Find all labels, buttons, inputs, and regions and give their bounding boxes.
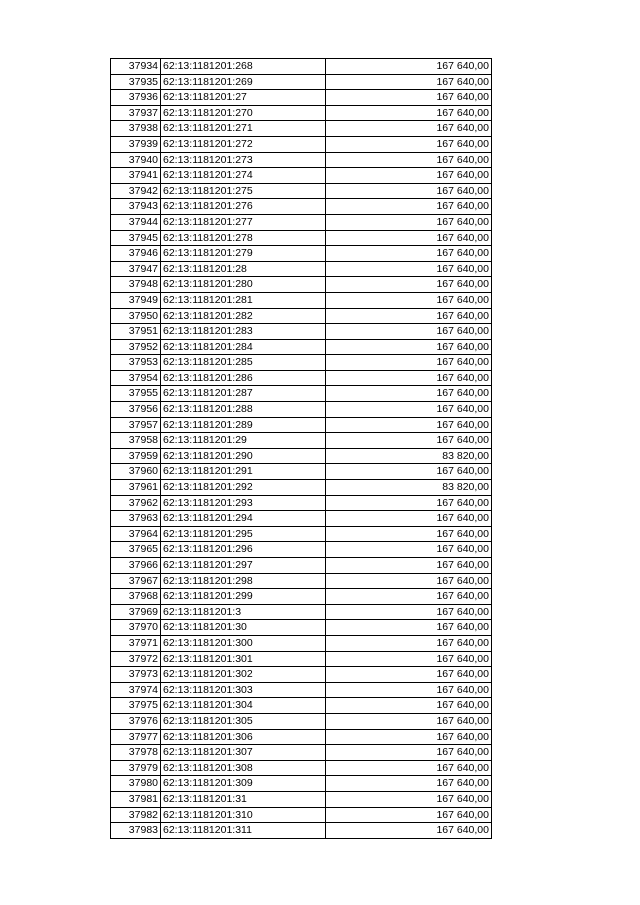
row-number-cell: 37966: [111, 558, 161, 574]
table-row: [111, 136, 492, 152]
cadastral-value-table: [110, 58, 492, 839]
table-row: [111, 90, 492, 106]
table-row: [111, 152, 492, 168]
value-cell: 167 640,00: [326, 464, 492, 480]
cadastral-number-cell: 62:13:1181201:283: [161, 324, 326, 340]
row-number-cell: 37965: [111, 542, 161, 558]
row-number-cell: 37947: [111, 261, 161, 277]
cadastral-number-cell: 62:13:1181201:269: [161, 74, 326, 90]
table-row: [111, 433, 492, 449]
value-cell: 167 640,00: [326, 667, 492, 683]
value-cell: 167 640,00: [326, 121, 492, 137]
row-number-cell: 37983: [111, 823, 161, 839]
cadastral-number-cell: 62:13:1181201:296: [161, 542, 326, 558]
cadastral-number-cell: 62:13:1181201:277: [161, 214, 326, 230]
value-cell: 167 640,00: [326, 214, 492, 230]
value-cell: 167 640,00: [326, 59, 492, 75]
row-number-cell: 37961: [111, 480, 161, 496]
row-number-cell: 37953: [111, 355, 161, 371]
value-cell: 167 640,00: [326, 776, 492, 792]
table-row: [111, 745, 492, 761]
table-row: [111, 370, 492, 386]
value-cell: 167 640,00: [326, 246, 492, 262]
row-number-cell: 37950: [111, 308, 161, 324]
value-cell: 167 640,00: [326, 324, 492, 340]
cadastral-number-cell: 62:13:1181201:287: [161, 386, 326, 402]
value-cell: 167 640,00: [326, 807, 492, 823]
value-cell: 167 640,00: [326, 292, 492, 308]
cadastral-number-cell: 62:13:1181201:284: [161, 339, 326, 355]
value-cell: 167 640,00: [326, 823, 492, 839]
value-cell: 167 640,00: [326, 604, 492, 620]
cadastral-number-cell: 62:13:1181201:297: [161, 558, 326, 574]
value-cell: 167 640,00: [326, 745, 492, 761]
table-row: [111, 526, 492, 542]
cadastral-number-cell: 62:13:1181201:268: [161, 59, 326, 75]
row-number-cell: 37946: [111, 246, 161, 262]
value-cell: 167 640,00: [326, 526, 492, 542]
cadastral-number-cell: 62:13:1181201:276: [161, 199, 326, 215]
row-number-cell: 37981: [111, 791, 161, 807]
table-row: [111, 776, 492, 792]
row-number-cell: 37934: [111, 59, 161, 75]
table-row: [111, 589, 492, 605]
row-number-cell: 37978: [111, 745, 161, 761]
cadastral-number-cell: 62:13:1181201:272: [161, 136, 326, 152]
table-row: [111, 277, 492, 293]
value-cell: 167 640,00: [326, 339, 492, 355]
row-number-cell: 37972: [111, 651, 161, 667]
cadastral-number-cell: 62:13:1181201:31: [161, 791, 326, 807]
cadastral-number-cell: 62:13:1181201:299: [161, 589, 326, 605]
cadastral-number-cell: 62:13:1181201:308: [161, 760, 326, 776]
table-row: [111, 635, 492, 651]
row-number-cell: 37935: [111, 74, 161, 90]
table-row: [111, 573, 492, 589]
row-number-cell: 37937: [111, 105, 161, 121]
row-number-cell: 37982: [111, 807, 161, 823]
table-row: [111, 214, 492, 230]
row-number-cell: 37948: [111, 277, 161, 293]
table-row: [111, 464, 492, 480]
row-number-cell: 37980: [111, 776, 161, 792]
cadastral-number-cell: 62:13:1181201:303: [161, 682, 326, 698]
table-row: [111, 308, 492, 324]
cadastral-number-cell: 62:13:1181201:28: [161, 261, 326, 277]
cadastral-number-cell: 62:13:1181201:288: [161, 402, 326, 418]
cadastral-number-cell: 62:13:1181201:285: [161, 355, 326, 371]
cadastral-number-cell: 62:13:1181201:300: [161, 635, 326, 651]
cadastral-number-cell: 62:13:1181201:311: [161, 823, 326, 839]
table-row: [111, 495, 492, 511]
value-cell: 83 820,00: [326, 448, 492, 464]
table-row: [111, 59, 492, 75]
cadastral-number-cell: 62:13:1181201:270: [161, 105, 326, 121]
table-row: [111, 651, 492, 667]
value-cell: 167 640,00: [326, 558, 492, 574]
cadastral-number-cell: 62:13:1181201:286: [161, 370, 326, 386]
table-row: [111, 760, 492, 776]
table-row: [111, 183, 492, 199]
cadastral-number-cell: 62:13:1181201:293: [161, 495, 326, 511]
value-cell: 167 640,00: [326, 105, 492, 121]
cadastral-number-cell: 62:13:1181201:27: [161, 90, 326, 106]
table-row: [111, 168, 492, 184]
row-number-cell: 37958: [111, 433, 161, 449]
row-number-cell: 37938: [111, 121, 161, 137]
cadastral-number-cell: 62:13:1181201:275: [161, 183, 326, 199]
value-cell: 167 640,00: [326, 698, 492, 714]
row-number-cell: 37973: [111, 667, 161, 683]
row-number-cell: 37944: [111, 214, 161, 230]
value-cell: 167 640,00: [326, 573, 492, 589]
cadastral-number-cell: 62:13:1181201:304: [161, 698, 326, 714]
row-number-cell: 37975: [111, 698, 161, 714]
value-cell: 167 640,00: [326, 402, 492, 418]
row-number-cell: 37949: [111, 292, 161, 308]
value-cell: 167 640,00: [326, 386, 492, 402]
value-cell: 167 640,00: [326, 713, 492, 729]
row-number-cell: 37964: [111, 526, 161, 542]
table-row: [111, 386, 492, 402]
cadastral-number-cell: 62:13:1181201:310: [161, 807, 326, 823]
cadastral-number-cell: 62:13:1181201:30: [161, 620, 326, 636]
cadastral-number-cell: 62:13:1181201:294: [161, 511, 326, 527]
value-cell: 167 640,00: [326, 230, 492, 246]
table-row: [111, 246, 492, 262]
table-row: [111, 480, 492, 496]
cadastral-number-cell: 62:13:1181201:279: [161, 246, 326, 262]
table-row: [111, 417, 492, 433]
cadastral-number-cell: 62:13:1181201:290: [161, 448, 326, 464]
table-row: [111, 324, 492, 340]
table-body: [111, 59, 492, 839]
table-row: [111, 448, 492, 464]
cadastral-number-cell: 62:13:1181201:271: [161, 121, 326, 137]
value-cell: 167 640,00: [326, 682, 492, 698]
table-row: [111, 667, 492, 683]
table-row: [111, 807, 492, 823]
value-cell: 167 640,00: [326, 495, 492, 511]
cadastral-number-cell: 62:13:1181201:292: [161, 480, 326, 496]
row-number-cell: 37942: [111, 183, 161, 199]
row-number-cell: 37974: [111, 682, 161, 698]
row-number-cell: 37941: [111, 168, 161, 184]
row-number-cell: 37979: [111, 760, 161, 776]
value-cell: 83 820,00: [326, 480, 492, 496]
row-number-cell: 37943: [111, 199, 161, 215]
table-row: [111, 823, 492, 839]
cadastral-number-cell: 62:13:1181201:298: [161, 573, 326, 589]
value-cell: 167 640,00: [326, 651, 492, 667]
cadastral-number-cell: 62:13:1181201:282: [161, 308, 326, 324]
row-number-cell: 37967: [111, 573, 161, 589]
cadastral-number-cell: 62:13:1181201:278: [161, 230, 326, 246]
table-row: [111, 74, 492, 90]
table-row: [111, 121, 492, 137]
table-row: [111, 292, 492, 308]
value-cell: 167 640,00: [326, 635, 492, 651]
table-row: [111, 698, 492, 714]
table-row: [111, 558, 492, 574]
value-cell: 167 640,00: [326, 74, 492, 90]
row-number-cell: 37970: [111, 620, 161, 636]
table-row: [111, 713, 492, 729]
cadastral-number-cell: 62:13:1181201:306: [161, 729, 326, 745]
table-row: [111, 355, 492, 371]
value-cell: 167 640,00: [326, 760, 492, 776]
cadastral-number-cell: 62:13:1181201:295: [161, 526, 326, 542]
value-cell: 167 640,00: [326, 308, 492, 324]
row-number-cell: 37952: [111, 339, 161, 355]
row-number-cell: 37939: [111, 136, 161, 152]
cadastral-number-cell: 62:13:1181201:302: [161, 667, 326, 683]
value-cell: 167 640,00: [326, 433, 492, 449]
row-number-cell: 37976: [111, 713, 161, 729]
cadastral-number-cell: 62:13:1181201:309: [161, 776, 326, 792]
table-row: [111, 402, 492, 418]
value-cell: 167 640,00: [326, 199, 492, 215]
table-row: [111, 791, 492, 807]
table-row: [111, 261, 492, 277]
table-row: [111, 620, 492, 636]
value-cell: 167 640,00: [326, 90, 492, 106]
row-number-cell: 37959: [111, 448, 161, 464]
row-number-cell: 37940: [111, 152, 161, 168]
table-row: [111, 199, 492, 215]
row-number-cell: 37971: [111, 635, 161, 651]
cadastral-number-cell: 62:13:1181201:281: [161, 292, 326, 308]
cadastral-number-cell: 62:13:1181201:307: [161, 745, 326, 761]
row-number-cell: 37956: [111, 402, 161, 418]
value-cell: 167 640,00: [326, 152, 492, 168]
cadastral-number-cell: 62:13:1181201:289: [161, 417, 326, 433]
value-cell: 167 640,00: [326, 511, 492, 527]
value-cell: 167 640,00: [326, 589, 492, 605]
row-number-cell: 37936: [111, 90, 161, 106]
table-row: [111, 511, 492, 527]
value-cell: 167 640,00: [326, 136, 492, 152]
row-number-cell: 37968: [111, 589, 161, 605]
row-number-cell: 37960: [111, 464, 161, 480]
cadastral-number-cell: 62:13:1181201:29: [161, 433, 326, 449]
table-row: [111, 105, 492, 121]
value-cell: 167 640,00: [326, 261, 492, 277]
value-cell: 167 640,00: [326, 355, 492, 371]
value-cell: 167 640,00: [326, 620, 492, 636]
cadastral-number-cell: 62:13:1181201:305: [161, 713, 326, 729]
value-cell: 167 640,00: [326, 791, 492, 807]
table-row: [111, 604, 492, 620]
cadastral-number-cell: 62:13:1181201:273: [161, 152, 326, 168]
table-row: [111, 542, 492, 558]
row-number-cell: 37951: [111, 324, 161, 340]
value-cell: 167 640,00: [326, 729, 492, 745]
row-number-cell: 37955: [111, 386, 161, 402]
value-cell: 167 640,00: [326, 542, 492, 558]
table-row: [111, 729, 492, 745]
value-cell: 167 640,00: [326, 417, 492, 433]
value-cell: 167 640,00: [326, 183, 492, 199]
cadastral-number-cell: 62:13:1181201:291: [161, 464, 326, 480]
row-number-cell: 37969: [111, 604, 161, 620]
cadastral-number-cell: 62:13:1181201:280: [161, 277, 326, 293]
table-row: [111, 230, 492, 246]
table-row: [111, 682, 492, 698]
table-row: [111, 339, 492, 355]
row-number-cell: 37962: [111, 495, 161, 511]
value-cell: 167 640,00: [326, 168, 492, 184]
cadastral-number-cell: 62:13:1181201:3: [161, 604, 326, 620]
row-number-cell: 37945: [111, 230, 161, 246]
cadastral-number-cell: 62:13:1181201:301: [161, 651, 326, 667]
value-cell: 167 640,00: [326, 277, 492, 293]
row-number-cell: 37957: [111, 417, 161, 433]
row-number-cell: 37954: [111, 370, 161, 386]
row-number-cell: 37963: [111, 511, 161, 527]
cadastral-number-cell: 62:13:1181201:274: [161, 168, 326, 184]
value-cell: 167 640,00: [326, 370, 492, 386]
row-number-cell: 37977: [111, 729, 161, 745]
